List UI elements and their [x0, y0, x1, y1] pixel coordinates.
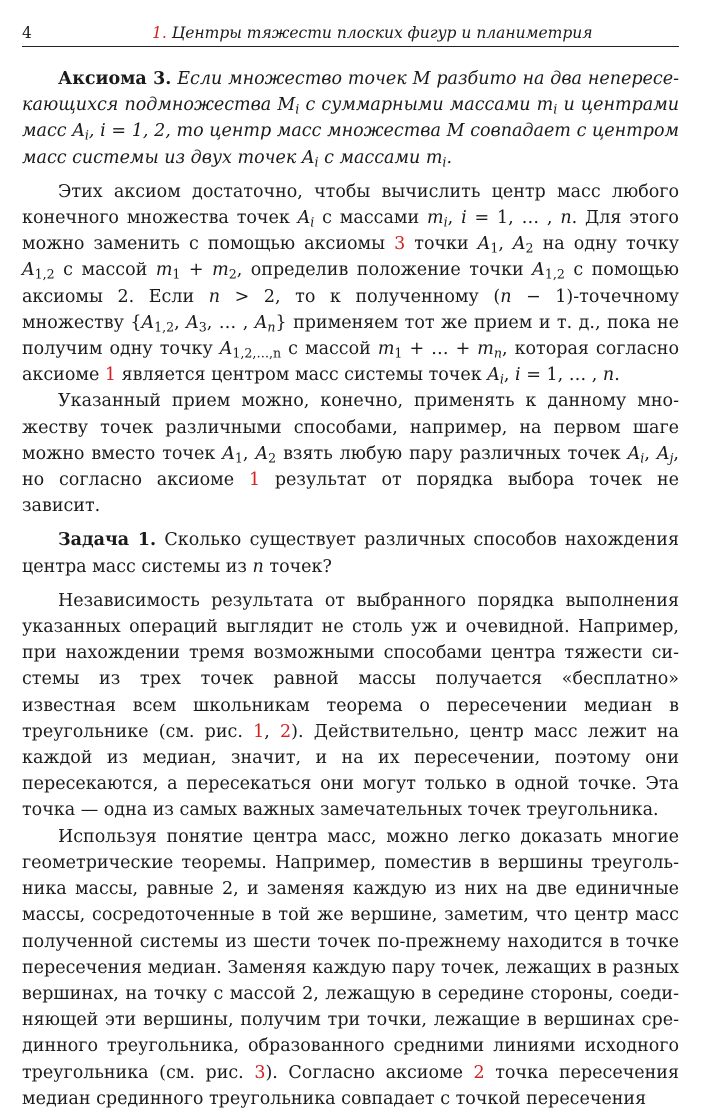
- figure-3-ref-link[interactable]: 3: [254, 1062, 266, 1083]
- paragraph-1: Этих аксиом достаточно, чтобы вычислить центр масс любого конечного множества точек $A_i$ с массами $m_i$, i = 1, … , n. Для этого можно заменить с помощью аксиомы 3 точки $A_1$, $A_2$ на одну точку $A_{1,2}$ с массой $m_1 + m_2$, определив положение точки $A_{1,2}$ с помощью аксиомы 2. Если n > 2, то к полученному (n − 1)-точечному множеству {$A_{1,2}$, $A_3$, … , $A_n$} применяем тот же прием и т. д., пока не получим одну точку $A_{1,2,\dots,n}$ с массой $m_1$ + … + $m_n$, которая согласно аксиоме 1 является центром масс системы точек $A_i$, i = 1, … , n.: [22, 181, 680, 387]
- axiom-1-ref-link-2[interactable]: 1: [248, 470, 261, 491]
- figure-2-ref-link[interactable]: 2: [280, 721, 292, 742]
- axiom-3: Аксиома 3. Если множество точек M разбито на два непересекающихся подмножества $M_i$ с суммарными массами $m_i$ и центрами масс $A_i$, i = 1, 2, то центр масс множества M совпадает с центром масс системы из двух точек $A_i$ с массами $m_i$.: [22, 69, 679, 170]
- figure-1-ref-link[interactable]: 1: [253, 721, 265, 742]
- axiom-3-label: Аксиома 3.: [58, 69, 172, 89]
- chapter-number-link[interactable]: 1.: [152, 24, 167, 42]
- chapter-title: [152, 24, 593, 42]
- problem-1-label: Задача 1.: [58, 530, 157, 551]
- paragraph-2: Указанный прием можно, конечно, применять к данному множеству точек различными способами, например, на первом шаге можно вместо точек $A_1$, $A_2$ взять любую пару различных точек $A_i$, $A_j$, но согласно аксиоме 1 результат от порядка выбора точек не зависит.: [22, 391, 679, 517]
- problem-1: Задача 1. Сколько существует различных способов нахождения центра масс системы из n точек?: [22, 530, 679, 577]
- axiom-2-ref-link[interactable]: 2: [473, 1062, 485, 1083]
- page-number: 4: [22, 24, 32, 42]
- paragraph-3: Независимость результата от выбранного порядка выполнения указанных операций выглядит не столь уж и очевидной. Например, при нахождении тремя возможными способами центра тяжести системы из трех точек равной массы получается «бесплатно» известная всем школьникам теорема о пересечении медиан в треугольнике (см. рис. 1, 2). Действительно, центр масс лежит на каждой из медиан, значит, и на их пересечении, поэтому они пересекаются, а пересекаться они могут только в одной точке. Эта точка — одна из самых важных замечательных точек треугольника.: [22, 590, 679, 821]
- axiom-3-ref-link[interactable]: 3: [394, 234, 406, 255]
- paragraph-4: Используя понятие центра масс, можно легко доказать многие геометрические теоремы. Например, поместив в вершины треугольника массы, равные 2, и заменяя каждую из них на две единичные массы, сосредоточенные в той же вершине, заметим, что центр масс полученной системы из шести точек по-прежнему находится в точке пересечения медиан. Заменяя каждую пару точек, лежащих в разных вершинах, на точку с массой 2, лежащую в середине стороны, соединяющей эти вершины, получим три точки, лежащие в вершинах срединного треугольника, образованного средними линиями исходного треугольника (см. рис. 3). Согласно аксиоме 2 точка пересечения медиан срединного треугольника совпадает с точкой пересечения: [22, 826, 679, 1109]
- page-body: [22, 66, 679, 1112]
- axiom-1-ref-link[interactable]: 1: [104, 365, 117, 386]
- running-header: [22, 20, 679, 47]
- chapter-title-text: Центры тяжести плоских фигур и планиметрия: [171, 24, 593, 42]
